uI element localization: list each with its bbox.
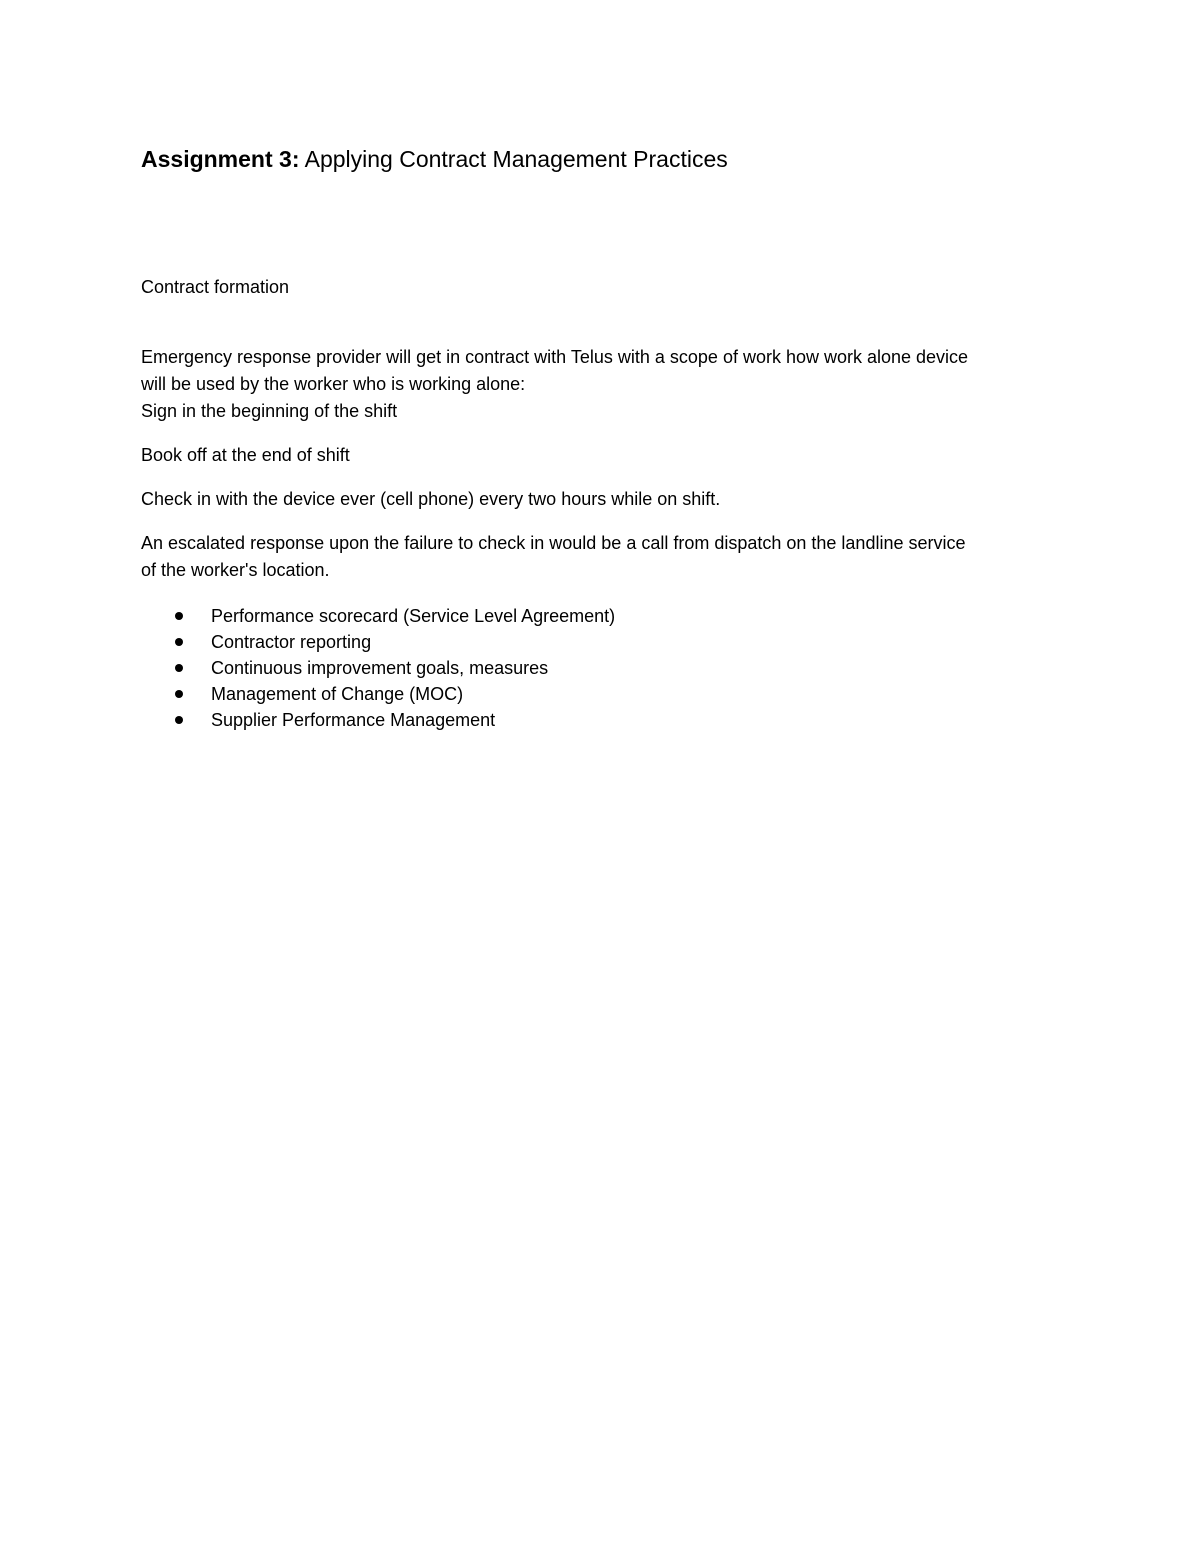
- paragraph-book-off: Book off at the end of shift: [141, 445, 350, 465]
- list-item: [141, 655, 615, 681]
- paragraph-line: Emergency response provider will get in contract with Telus with a scope of work how work alone device: [141, 347, 969, 367]
- list-item-text: Supplier Performance Management: [211, 710, 496, 730]
- list-item: [141, 629, 615, 655]
- bullet-list: [141, 603, 615, 733]
- bullet-icon: [175, 664, 183, 672]
- paragraph-scope: [141, 344, 1071, 425]
- list-item-text: Management of Change (MOC): [211, 684, 464, 704]
- list-item-text: Performance scorecard (Service Level Agreement): [211, 606, 616, 626]
- list-item: [141, 681, 615, 707]
- bullet-icon: [175, 638, 183, 646]
- title-bold-part: Assignment 3:: [141, 146, 300, 172]
- paragraph-line: will be used by the worker who is working alone:: [141, 374, 526, 394]
- bullet-icon: [175, 690, 183, 698]
- list-item-text: Continuous improvement goals, measures: [211, 658, 549, 678]
- document-title: [141, 140, 1071, 178]
- bullet-icon: [175, 716, 183, 724]
- document-content: [141, 140, 1071, 730]
- paragraph-check-in: Check in with the device ever (cell phone) every two hours while on shift.: [141, 489, 721, 509]
- paragraph-line: Sign in the beginning of the shift: [141, 401, 398, 421]
- list-item: [141, 707, 615, 733]
- list-item-text: Contractor reporting: [211, 632, 372, 652]
- paragraph-escalation: [141, 530, 1071, 584]
- paragraph-line: An escalated response upon the failure to check in would be a call from dispatch on the landline service: [141, 533, 966, 553]
- list-item: [141, 603, 615, 629]
- paragraph-line: of the worker's location.: [141, 560, 330, 580]
- section-heading: Contract formation: [141, 277, 290, 297]
- title-rest-part: Applying Contract Management Practices: [299, 146, 728, 172]
- bullet-icon: [175, 612, 183, 620]
